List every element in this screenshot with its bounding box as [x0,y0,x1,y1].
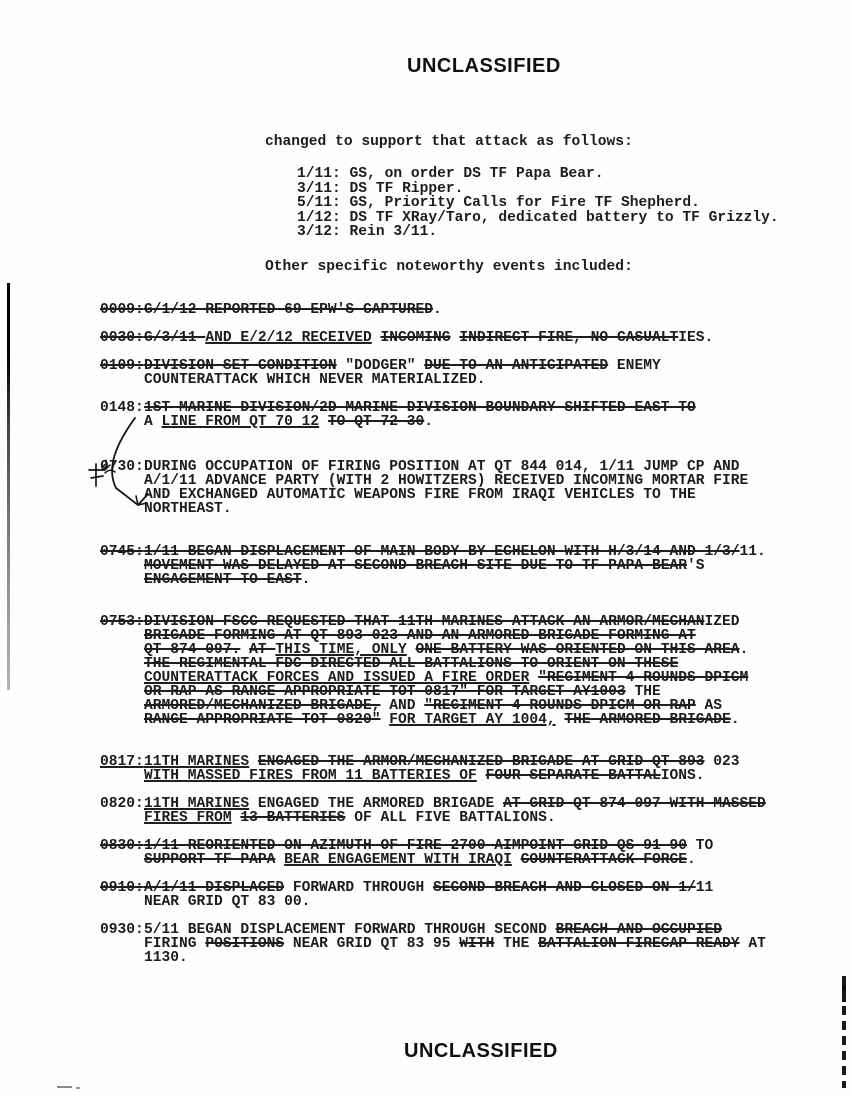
struck-text: COUNTERATTACK FORCE [520,852,688,868]
struck-text: WITH [459,936,495,952]
struck-text: OR RAP AS RANGE APPROPRIATE TOT 0817" FOR TARGET AY1003 [144,684,626,700]
event-line [144,797,766,811]
event-line [144,881,713,895]
struck-text: 13 BATTERIES [240,810,346,826]
struck-text: 1/11 BEGAN DISPLACEMENT OF MAIN BODY BY ECHELON WITH H/3/14 AND 1/3/ [144,544,740,560]
event-line [144,331,713,345]
plain-text: AT [739,936,766,952]
assignment-line: 1/12: DS TF XRay/Taro, dedicated battery to TF Grizzly. [297,209,779,226]
event-entry [100,303,812,317]
event-line [144,671,748,685]
plain-text: OF ALL FIVE BATTALIONS. [345,810,556,826]
plain-text: . [730,712,740,728]
event-line [144,373,661,387]
plain-text: IONS. [660,768,705,784]
event-time: 0830: [100,838,144,854]
event-time: 0745: [100,544,144,560]
struck-text: SECOND BREACH AND CLOSED ON 1/ [433,880,696,896]
event-line [144,303,442,317]
plain-text: 11. [739,544,766,560]
struck-text: 1ST MARINE DIVISION/2D MARINE DIVISION BOUNDARY SHIFTED EAST TO [144,400,696,416]
plain-text: 1130. [144,950,188,966]
plain-text: NEAR GRID QT 83 00. [144,894,311,910]
plain-text [451,330,460,346]
plain-text: THE [494,936,539,952]
underlined-text: WITH MASSED FIRES FROM 11 BATTERIES OF [144,768,477,784]
struck-text: FOUR SEPARATE BATTAL [485,768,661,784]
event-text [144,881,713,909]
assignment-list [297,167,779,240]
event-time: 0030: [100,330,144,346]
event-time: 0009: [100,302,144,318]
event-line [144,615,748,629]
struck-text: "REGIMENT 4 ROUNDS DPICM OR RAP [424,698,696,714]
plain-text: . [301,572,311,588]
event-line [144,755,740,769]
plain-text: IZED [704,614,740,630]
plain-text: 023 [704,754,740,770]
plain-text: NORTHEAST. [144,501,232,517]
event-text [144,331,713,345]
struck-text: INDIRECT FIRE, NO CASUALT [459,330,679,346]
event-entry [100,359,812,387]
plain-text: A/1/11 ADVANCE PARTY (WITH 2 HOWITZERS) RECEIVED INCOMING MORTAR FIRE [144,473,749,489]
underlined-text: THIS TIME, ONLY [275,642,407,658]
event-line [144,895,713,909]
struck-text: ARMORED/MECHANIZED BRIGADE, [144,698,381,714]
plain-text: 11 [695,880,714,896]
plain-text: ENEMY [608,358,661,374]
plain-text: THE [625,684,661,700]
struck-text: BREACH AND OCCUPIED [555,922,723,938]
plain-text: IES. [678,330,714,346]
struck-text: RANGE APPROPRIATE TOT 0820" [144,712,381,728]
struck-text: G/3/11 [144,330,206,346]
event-line [144,699,748,713]
event-line [144,573,766,587]
plain-text: COUNTERATTACK WHICH NEVER MATERIALIZED. [144,372,486,388]
plain-text: A [144,414,162,430]
plain-text: FORWARD THROUGH [284,880,434,896]
struck-text: MOVEMENT WAS DELAYED AT SECOND BREACH SITE DUE TO TF PAPA BEAR [144,558,687,574]
struck-text: ONE BATTERY WAS ORIENTED ON THIS AREA [415,642,740,658]
event-line [144,685,748,699]
event-time: 0910: [100,880,144,896]
plain-text: NEAR GRID QT 83 95 [284,936,460,952]
struck-text: SUPPORT TF PAPA [144,852,276,868]
event-entry [100,615,812,727]
struck-text: BRIGADE FORMING AT QT 893 023 AND AN ARMORED BRIGADE FORMING AT [144,628,696,644]
plain-text: . [424,414,434,430]
event-entry [100,331,812,345]
underlined-text: 11TH MARINES [144,796,250,812]
plain-text [380,712,389,728]
struck-text: DIVISION SET CONDITION [144,358,337,374]
plain-text: 'S [686,558,705,574]
assignment-line: 3/11: DS TF Ripper. [297,180,464,197]
classification-footer: UNCLASSIFIED [404,1040,558,1062]
event-line [144,629,748,643]
event-text [144,923,766,965]
event-entry [100,923,812,965]
struck-text: 1/11 REORIENTED ON AZIMUTH OF FIRE 2700 AIMPOINT GRID QS 91 90 [144,838,687,854]
event-line [144,937,766,951]
struck-text: QT 874 097. [144,642,241,658]
event-text [144,615,748,727]
underlined-text: FIRES FROM [144,810,232,826]
plain-text: AS [695,698,723,714]
assignment-line: 3/12: Rein 3/11. [297,224,438,240]
plain-text: . [687,852,696,868]
struck-text: AT GRID QT 874 097 WITH MASSED [503,796,766,812]
event-line [144,657,748,671]
classification-header: UNCLASSIFIED [407,55,561,77]
plain-text: . [739,642,749,658]
plain-text: AND [380,698,425,714]
event-entry [100,755,812,783]
plain-text: ENGAGED THE ARMORED BRIGADE [249,796,504,812]
event-entry [100,881,812,909]
right-edge-scan-dashes [842,976,846,1088]
event-entry [100,839,812,867]
struck-text: DIVISION FSCC REQUESTED THAT 11TH MARINES ATTACK AN ARMOR/MECHAN [144,614,705,630]
plain-text [319,414,328,430]
event-text [144,839,713,867]
event-line [144,811,766,825]
event-line [144,769,740,783]
underlined-text: AND E/2/12 RECEIVED [205,330,372,346]
plain-text: FIRING [144,936,206,952]
event-text [144,545,766,587]
event-time: 0820: [100,796,144,812]
event-time: 0148: [100,400,144,416]
event-entry [100,797,812,825]
plain-text: . [433,302,442,318]
struck-text: THE REGIMENTAL FDC DIRECTED ALL BATTALIONS TO ORIENT ON THESE [144,656,679,672]
event-text [144,755,740,783]
assignment-line: 1/11: GS, on order DS TF Papa Bear. [297,166,604,182]
event-entries [100,303,812,965]
plain-text [275,852,284,868]
underlined-text: 11TH MARINES [144,754,250,770]
event-line [144,559,766,573]
events-lead-text: Other specific noteworthy events included: [265,259,633,275]
event-line [144,545,766,559]
underlined-text: BEAR ENGAGEMENT WITH IRAQI [284,852,512,868]
event-text [144,797,766,825]
event-line [144,415,696,429]
event-time: 0817: [100,754,144,770]
event-entry [100,545,812,587]
assignment-line: 5/11: GS, Priority Calls for Fire TF Shepherd. [297,195,700,211]
event-line [144,951,766,965]
struck-text: TO QT 72 30 [327,414,425,430]
event-line [144,359,661,373]
event-line [144,401,696,415]
intro-lead-text: changed to support that attack as follows: [265,134,633,150]
struck-text: AT [249,642,276,658]
event-time: 0930: [100,922,144,938]
struck-text: ENGAGED THE ARMOR/MECHANIZED BRIGADE AT GRID QT 893 [257,754,705,770]
struck-text: G/1/12 REPORTED 69 EPW'S CAPTURED [144,302,434,318]
underlined-text: LINE FROM QT 70 12 [161,414,320,430]
event-line [144,923,766,937]
plain-text [512,852,521,868]
event-line [144,474,748,488]
event-text [144,303,442,317]
event-line [144,460,748,474]
struck-text: POSITIONS [205,936,285,952]
event-time: 0109: [100,358,144,374]
event-time: 0730: [100,459,144,475]
bottom-left-scan-dash [57,1086,72,1088]
plain-text: DURING OCCUPATION OF FIRING POSITION AT QT 844 014, 1/11 JUMP CP AND [144,459,740,475]
plain-text: TO [686,838,714,854]
struck-text: A/1/11 DISPLACED [144,880,285,896]
struck-text: "REGIMENT 4 ROUNDS DPICM [538,670,749,686]
event-line [144,643,748,657]
event-line [144,713,748,727]
event-entry [100,401,812,429]
struck-text: THE ARMORED BRIGADE [564,712,731,728]
left-margin-scan-line [7,283,10,690]
underlined-text: FOR TARGET AY 1004, [389,712,556,728]
struck-text: ENGAGEMENT TO EAST [144,572,302,588]
struck-text: INCOMING [380,330,451,346]
plain-text [477,768,486,784]
event-entry [100,460,812,516]
plain-text: 5/11 BEGAN DISPLACEMENT FORWARD THROUGH SECOND [144,922,556,938]
struck-text: DUE TO AN ANTICIPATED [424,358,609,374]
event-text [144,359,661,387]
event-text [144,401,696,429]
plain-text: "DODGER" [336,358,425,374]
event-line [144,502,748,516]
event-text [144,460,748,516]
event-line [144,488,748,502]
struck-text: BATTALION FIRECAP READY [538,936,740,952]
underlined-text: COUNTERATTACK FORCES AND ISSUED A FIRE ORDER [144,670,530,686]
bottom-left-scan-dash [76,1087,80,1089]
event-time: 0753: [100,614,144,630]
plain-text: AND EXCHANGED AUTOMATIC WEAPONS FIRE FROM IRAQI VEHICLES TO THE [144,487,696,503]
event-line [144,853,713,867]
event-line [144,839,713,853]
